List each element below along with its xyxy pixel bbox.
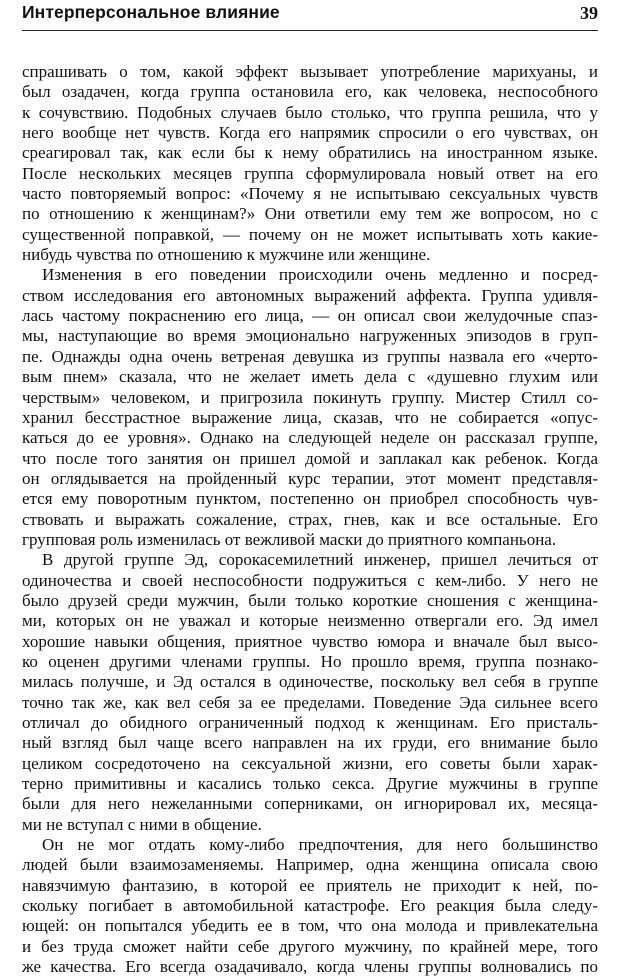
text-line: навязчимую фантазию, в которой ее приятель не приходит к ней, по-	[22, 875, 598, 895]
text-line: В другой группе Эд, сорокасемилетний инженер, пришел лечиться от	[42, 550, 598, 570]
text-line: Изменения в его поведении происходили очень медленно и посред-	[42, 265, 598, 285]
paragraph	[22, 550, 598, 835]
text-line: хранил бесстрастное выражение лица, сказав, что не собирается «опус-	[22, 407, 598, 427]
text-line: черствым» человеком, и пригрозила покинуть группу. Мистер Стилл со-	[22, 387, 598, 407]
text-line: были для него нежеланными соперниками, он игнорировал их, месяца-	[22, 794, 598, 814]
text-line: же качества. Его всегда озадачивало, когда члены группы волновались по	[22, 957, 598, 977]
text-line: ми, которых он не уважал и которые неизменно отвергали его. Эд имел	[22, 611, 598, 631]
page-number: 39	[580, 3, 598, 23]
text-line: ется ему поворотным пунктом, постепенно он приобрел способность чув-	[22, 489, 598, 509]
text-line: отличал до обидного ограниченный подход к женщинам. Его присталь-	[22, 713, 598, 732]
text-line: ствовать и выражать сожаление, страх, гнев, как и все остальные. Его	[22, 509, 598, 529]
text-line: к сочувствию. Подобных случаев было столько, что группа решила, что у	[22, 102, 598, 122]
text-line: среагировал так, как если бы к нему обратились на иностранном языке.	[22, 143, 598, 163]
text-line: групповая роль изменилась от вежливой маски до приятного компаньона.	[22, 529, 557, 549]
text-line: нибудь чувства по отношению к мужчине или женщине.	[22, 245, 431, 265]
text-line: Он не мог отдать кому-либо предпочтения, для него большинство	[42, 835, 598, 855]
text-line: ющей: он попытался убедить ее в том, что она молода и привлекательна	[22, 916, 598, 936]
text-line: лась частому покраснению его лица, — он описал свои желудочные спаз-	[22, 306, 598, 326]
text-line: часто повторяемый вопрос: «Почему я не испытываю сексуальных чувств	[22, 184, 598, 204]
text-line: каться до ее уровня». Однако на следующей неделе он рассказал группе,	[22, 428, 598, 448]
paragraph	[22, 835, 598, 977]
text-line: скольку погибает в автомобильной катастрофе. Его реакция была следу-	[22, 896, 598, 916]
text-line: по отношению к женщинам?» Они ответили ему тем же вопросом, но с	[22, 204, 598, 224]
running-head: Интерперсональное влияние	[22, 2, 280, 22]
text-line: ми не вступал с ними в общение.	[22, 814, 262, 834]
text-line: он оглядывается на пройденный курс терапии, этот момент представля-	[22, 468, 598, 488]
text-line: существенной поправкой, — почему он не может испытывать хоть какие-	[22, 224, 598, 244]
text-line: ко оценен другими членами группы. Но прошло время, группа познако-	[22, 651, 598, 671]
text-line: и без труда сможет найти себе другого мужчину, по крайней мере, того	[22, 936, 598, 956]
paragraph	[22, 265, 598, 550]
paragraph	[22, 62, 598, 265]
text-line: него вообще нет чувств. Когда его напрямик спросили о его чувствах, он	[22, 123, 598, 143]
text-line: ством исследования его автономных выражений аффекта. Группа удивля-	[22, 285, 598, 305]
text-line: пе. Однажды одна очень ветреная девушка из группы назвала его «черто-	[22, 346, 598, 366]
text-line: После нескольких месяцев группа сформулировала новый ответ на его	[22, 163, 598, 183]
text-line: что после того занятия он пришел домой и заплакал как ребенок. Когда	[22, 448, 598, 468]
text-line: ный взгляд был чаще всего направлен на их груди, его внимание было	[22, 733, 598, 753]
text-line: был озадачен, когда группа остановила его, как человека, неспособного	[22, 82, 598, 102]
text-line: людей были взаимозаменяемы. Например, одна женщина описала свою	[22, 855, 598, 875]
text-line: хорошие навыки общения, приятное чувство юмора и вначале был высо-	[22, 631, 598, 651]
text-line: одиночества и своей неспособности подружиться с кем-либо. У него не	[22, 570, 598, 590]
text-line: целиком сосредоточено на сексуальной жизни, его советы были харак-	[22, 753, 598, 773]
page-header	[22, 0, 598, 31]
text-line: было друзей среди мужчин, были только короткие сношения с женщина-	[22, 590, 598, 610]
text-line: спрашивать о том, какой эффект вызывает употребление марихуаны, и	[22, 62, 598, 81]
text-line: терно примитивны и касались только секса. Другие мужчины в группе	[22, 774, 598, 794]
body-text	[22, 62, 598, 977]
text-line: мы, наступающие во время эмоционально нагруженных эпизодов в груп-	[22, 326, 598, 346]
text-line: вым пнем» сказала, что не желает иметь дела с «душевно глухим или	[22, 367, 598, 387]
text-line: точно так же, как вел себя за ее пределами. Поведение Эда сильнее всего	[22, 692, 598, 712]
text-line: милась получше, и Эд остался в одиночестве, поскольку вел себя в группе	[22, 672, 598, 692]
